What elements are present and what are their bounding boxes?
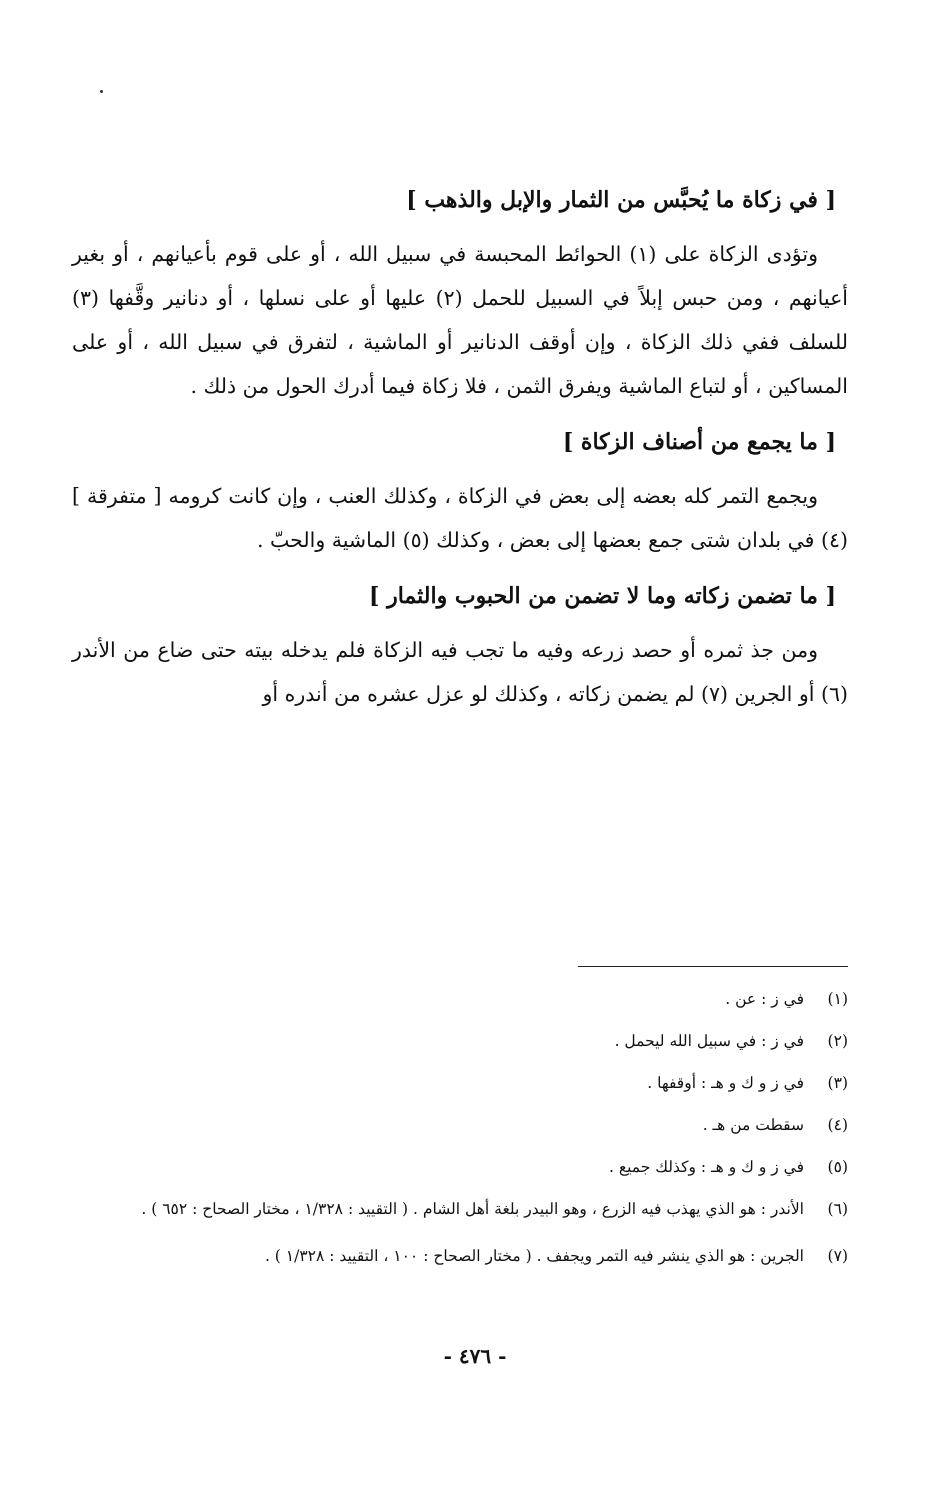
- footnote-3: [90, 1068, 848, 1098]
- footnote-text: في ز : في سبيل الله ليحمل .: [614, 1032, 804, 1050]
- footnote-number: (٥): [827, 1158, 848, 1176]
- section-heading-3: [ ما تضمن زكاته وما لا تضمن من الحبوب والثمار ]: [369, 583, 836, 609]
- main-text: [72, 180, 848, 730]
- footnote-text: الجرين : هو الذي ينشر فيه التمر ويجفف . ( مختار الصحاح : ١٠٠ ، التقييد : ١/٣٢٨ ) .: [264, 1247, 804, 1265]
- footnote-text: في ز و ك و هـ : وكذلك جميع .: [608, 1158, 804, 1176]
- section-heading-1: [ في زكاة ما يُحبَّس من الثمار والإبل والذهب ]: [406, 187, 836, 213]
- footnote-number: (١): [827, 990, 848, 1008]
- footnote-separator: [578, 966, 848, 967]
- section-paragraph-1: وتؤدى الزكاة على (١) الحوائط المحبسة في سبيل الله ، أو على قوم بأعيانهم ، أو بغير أعيانهم ، ومن حبس إبلاً في السبيل للحمل (٢) عليها أو على نسلها ، أو دنانير وقَّفها (٣) للسلف ففي ذلك الزكاة ، وإن أوقف الدنانير أو الماشية ، لتفرق في سبيل الله ، أو على المساكين ، أو لتباع الماشية ويفرق الثمن ، فلا زكاة فيما أدرك الحول من ذلك .: [72, 242, 849, 398]
- footnote-number: (٦): [827, 1200, 848, 1218]
- footnote-number: (٣): [827, 1074, 848, 1092]
- footnote-4: [90, 1110, 848, 1140]
- footnote-number: (٤): [827, 1116, 848, 1134]
- section-paragraph-2: ويجمع التمر كله بعضه إلى بعض في الزكاة ، وكذلك العنب ، وإن كانت كرومه [ متفرقة ] (٤) في بلدان شتى جمع بعضها إلى بعض ، وكذلك (٥) الماشية والحبّ .: [72, 484, 848, 552]
- footnote-2: [90, 1026, 848, 1056]
- footnote-1: [90, 984, 848, 1014]
- footnote-text: في ز : عن .: [725, 990, 804, 1008]
- footnote-text: الأندر : هو الذي يهذب فيه الزرع ، وهو البيدر بلغة أهل الشام . ( التقييد : ١/٣٢٨ ، مختار الصحاح : ٦٥٢ ) .: [141, 1200, 804, 1218]
- section-heading-2: [ ما يجمع من أصناف الزكاة ]: [562, 429, 836, 455]
- footnote-7: [90, 1241, 848, 1271]
- footnote-text: في ز و ك و هـ : أوقفها .: [647, 1074, 804, 1092]
- footnote-number: (٢): [827, 1032, 848, 1050]
- footnotes: [90, 984, 848, 1283]
- page-number: - ٤٧٦ -: [443, 1344, 507, 1368]
- section-paragraph-3: ومن جذ ثمره أو حصد زرعه وفيه ما تجب فيه الزكاة فلم يدخله بيته حتى ضاع من الأندر (٦) أو الجرين (٧) لم يضمن زكاته ، وكذلك لو عزل عشره من أندره أو: [72, 638, 848, 706]
- footnote-6: [90, 1194, 848, 1229]
- footnote-5: [90, 1152, 848, 1182]
- scan-speck: [100, 90, 103, 93]
- footnote-number: (٧): [827, 1247, 848, 1265]
- footnote-text: سقطت من هـ .: [702, 1116, 804, 1134]
